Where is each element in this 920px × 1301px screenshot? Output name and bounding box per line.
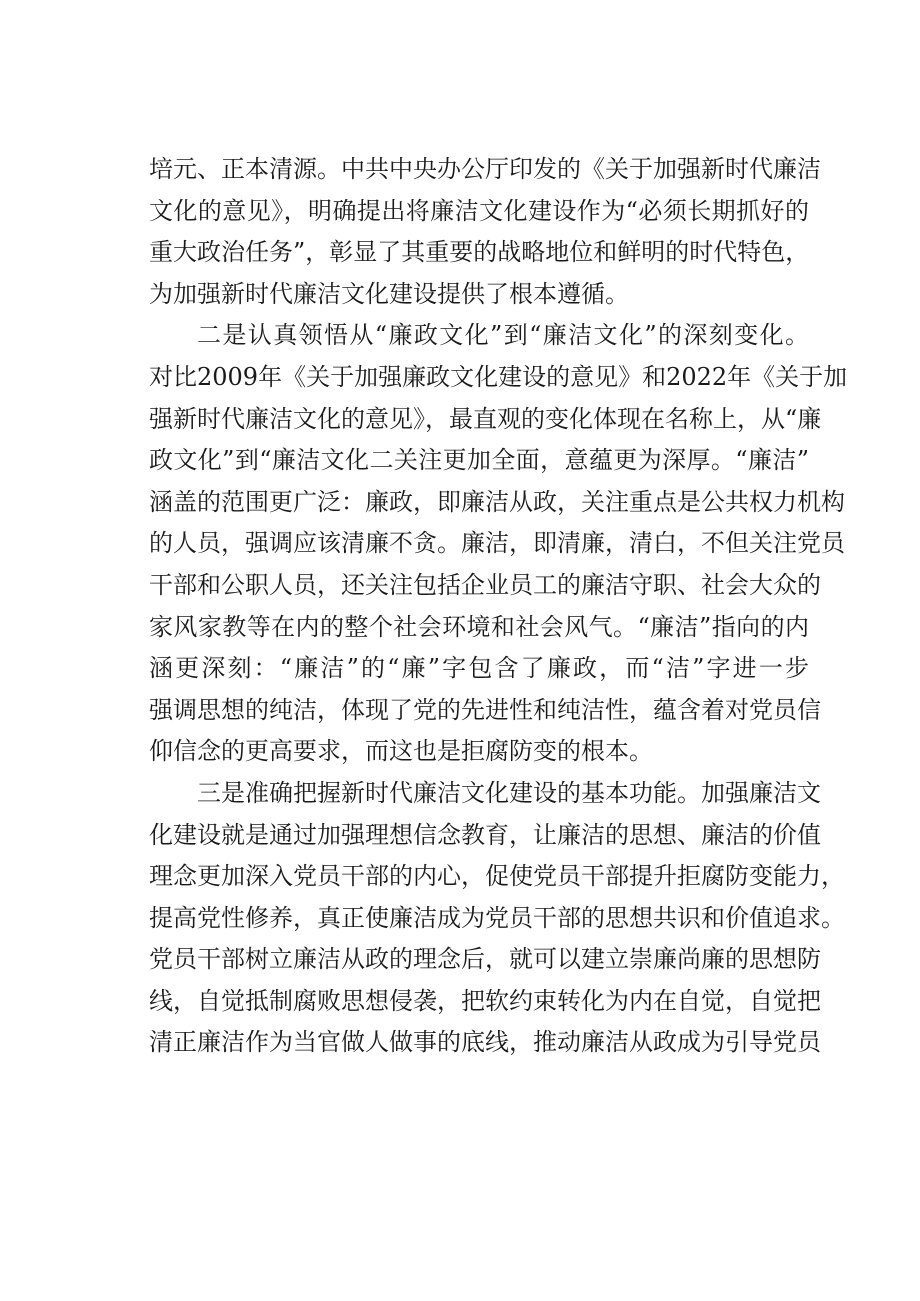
text-line: 培元、正本清源。中共中央办公厅印发的《关于加强新时代廉洁 bbox=[149, 155, 821, 183]
text-line: 清正廉洁作为当官做人做事的底线，推动廉洁从政成为引导党员 bbox=[149, 1028, 821, 1057]
text-line: 的人员，强调应该清廉不贪。廉洁，即清廉，清白，不但关注党员 bbox=[149, 529, 845, 558]
text-line: 党员干部树立廉洁从政的理念后，就可以建立崇廉尚廉的思想防 bbox=[149, 945, 821, 974]
text-line: 为加强新时代廉洁文化建设提供了根本遵循。 bbox=[149, 279, 629, 308]
text-line: 干部和公职人员，还关注包括企业员工的廉洁守职、社会大众的 bbox=[149, 570, 821, 599]
text-line: 对比2009年《关于加强廉政文化建设的意见》和2022年《关于加 bbox=[149, 362, 848, 391]
body-text bbox=[149, 149, 848, 1064]
text-line: 政文化”到“廉洁文化二关注更加全面，意蕴更为深厚。“廉洁” bbox=[149, 446, 809, 475]
text-line: 三是准确把握新时代廉洁文化建设的基本功能。加强廉洁文 bbox=[197, 778, 821, 807]
text-line: 涵更深刻：“廉洁”的“廉”字包含了廉政，而“洁”字进一步 bbox=[149, 654, 809, 683]
text-line: 重大政治任务”，彰显了其重要的战略地位和鲜明的时代特色， bbox=[149, 238, 810, 267]
text-line: 化建设就是通过加强理想信念教育，让廉洁的思想、廉洁的价值 bbox=[149, 820, 821, 849]
text-line: 理念更加深入党员干部的内心，促使党员干部提升拒腐防变能力， bbox=[149, 862, 845, 891]
text-line: 仰信念的更高要求，而这也是拒腐防变的根本。 bbox=[149, 737, 653, 766]
text-line: 二是认真领悟从“廉政文化”到“廉洁文化”的深刻变化。 bbox=[197, 321, 809, 350]
text-line: 强新时代廉洁文化的意见》，最直观的变化体现在名称上，从“廉 bbox=[149, 404, 822, 433]
text-line: 文化的意见》，明确提出将廉洁文化建设作为“必须长期抓好的 bbox=[149, 196, 809, 225]
text-line: 提高党性修养，真正使廉洁成为党员干部的思想共识和价值追求。 bbox=[149, 903, 845, 932]
text-line: 线，自觉抵制腐败思想侵袭，把软约束转化为内在自觉，自觉把 bbox=[149, 986, 821, 1015]
text-line: 家风家教等在内的整个社会环境和社会风气。“廉洁”指向的内 bbox=[149, 612, 809, 641]
text-line: 强调思想的纯洁，体现了党的先进性和纯洁性，蕴含着对党员信 bbox=[149, 695, 821, 724]
text-line: 涵盖的范围更广泛：廉政，即廉洁从政，关注重点是公共权力机构 bbox=[149, 487, 845, 516]
